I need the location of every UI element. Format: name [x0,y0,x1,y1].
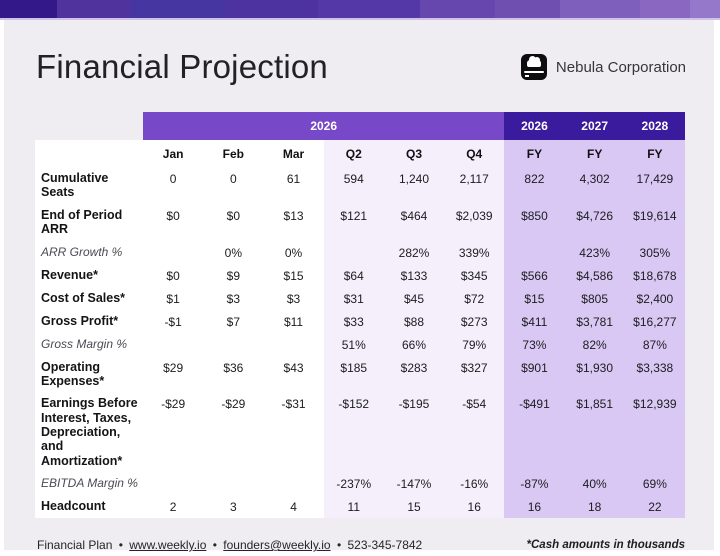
column-header-spacer [35,140,143,167]
cell [143,241,203,264]
footer-link[interactable]: www.weekly.io [129,538,207,553]
cell: 16 [504,495,564,518]
cell: 0% [203,241,263,264]
cell: 11 [324,495,384,518]
cell: $1,851 [565,392,625,472]
cell: 0 [203,167,263,204]
cell: -$29 [143,392,203,472]
cell: $3,781 [565,310,625,333]
brand [521,54,686,80]
column-header: Jan [143,140,203,167]
cell: 0 [143,167,203,204]
cell: $43 [263,356,323,393]
cell: 282% [384,241,444,264]
cell [143,333,203,356]
cell: 87% [625,333,685,356]
cell: $2,039 [444,204,504,241]
band-fy-2027: 2027 [565,112,625,140]
cell: $3 [263,287,323,310]
footer-text: 523-345-7842 [347,538,423,553]
cell: 423% [565,241,625,264]
cell: 18 [565,495,625,518]
decorative-mosaic-banner [0,0,720,18]
cell: 69% [625,472,685,495]
column-header: Mar [263,140,323,167]
column-header: Feb [203,140,263,167]
cell: $31 [324,287,384,310]
band-fy-2028: 2028 [625,112,685,140]
cell [324,241,384,264]
cell: -147% [384,472,444,495]
column-header: FY [504,140,564,167]
cell [263,472,323,495]
cell: $16,277 [625,310,685,333]
cell: -237% [324,472,384,495]
row-label: Operating Expenses* [35,356,143,393]
cell: 594 [324,167,384,204]
cell: $411 [504,310,564,333]
cell [504,241,564,264]
separator-dot: • [333,538,345,553]
footer-link[interactable]: founders@weekly.io [223,538,331,553]
row-label: Earnings Before Interest, Taxes, Depreciation, and Amortization* [35,392,143,472]
cell: $0 [203,204,263,241]
cell: 73% [504,333,564,356]
row-label: Gross Margin % [35,333,143,356]
column-header: Q2 [324,140,384,167]
cell: 339% [444,241,504,264]
company-name: Nebula Corporation [555,58,686,76]
row-label: End of Period ARR [35,204,143,241]
cell [263,333,323,356]
cell: $0 [143,264,203,287]
cell: $3 [203,287,263,310]
column-header: Q3 [384,140,444,167]
cell: $12,939 [625,392,685,472]
cell: $13 [263,204,323,241]
cell: 82% [565,333,625,356]
cell: $33 [324,310,384,333]
cell: $464 [384,204,444,241]
column-header: Q4 [444,140,504,167]
cell: 22 [625,495,685,518]
cell: 3 [203,495,263,518]
cell: $3,338 [625,356,685,393]
cell: $566 [504,264,564,287]
year-band [35,112,685,140]
cell: -16% [444,472,504,495]
footer-left [37,538,422,552]
cell: $9 [203,264,263,287]
cell: 305% [625,241,685,264]
row-label: Gross Profit* [35,310,143,333]
cell: $0 [143,204,203,241]
cell: $901 [504,356,564,393]
projection-table [35,112,685,518]
cell: $64 [324,264,384,287]
cell: -$54 [444,392,504,472]
cell: 4,302 [565,167,625,204]
cell: -$31 [263,392,323,472]
cell [203,472,263,495]
column-header: FY [565,140,625,167]
cell: $121 [324,204,384,241]
cell: 15 [384,495,444,518]
cell: 2,117 [444,167,504,204]
cell: $345 [444,264,504,287]
page-header [4,20,714,86]
footer-text: Financial Plan [37,538,113,553]
cell: $15 [263,264,323,287]
cell: -87% [504,472,564,495]
cell: $133 [384,264,444,287]
cell: $805 [565,287,625,310]
cell: -$152 [324,392,384,472]
cell: $36 [203,356,263,393]
cell: -$1 [143,310,203,333]
cell: $4,726 [565,204,625,241]
cell: $850 [504,204,564,241]
cell: $327 [444,356,504,393]
cell: $273 [444,310,504,333]
cell: 40% [565,472,625,495]
cell: 17,429 [625,167,685,204]
band-spacer [35,112,143,140]
cell: $11 [263,310,323,333]
cell: $88 [384,310,444,333]
cloud-drive-icon [521,54,547,80]
row-label: Cumulative Seats [35,167,143,204]
cell [143,472,203,495]
row-label: Revenue* [35,264,143,287]
cell: $18,678 [625,264,685,287]
row-label: ARR Growth % [35,241,143,264]
cell: 4 [263,495,323,518]
row-label: Cost of Sales* [35,287,143,310]
cell: $29 [143,356,203,393]
cell: -$195 [384,392,444,472]
cell: $15 [504,287,564,310]
cell: 66% [384,333,444,356]
separator-dot: • [115,538,127,553]
cell: 0% [263,241,323,264]
row-label: Headcount [35,495,143,518]
cell: 16 [444,495,504,518]
band-year-2026: 2026 [143,112,504,140]
cell: $4,586 [565,264,625,287]
cell: 79% [444,333,504,356]
cell: $7 [203,310,263,333]
cell: $19,614 [625,204,685,241]
cell: $72 [444,287,504,310]
page-title: Financial Projection [36,48,328,85]
row-label: EBITDA Margin % [35,472,143,495]
cell: 2 [143,495,203,518]
cell: $2,400 [625,287,685,310]
cell: -$491 [504,392,564,472]
cell: -$29 [203,392,263,472]
band-fy-2026: 2026 [504,112,564,140]
cell: $1 [143,287,203,310]
cell [203,333,263,356]
separator-dot: • [209,538,221,553]
cash-amounts-note: *Cash amounts in thousands [526,539,685,552]
cell: 1,240 [384,167,444,204]
cell: $283 [384,356,444,393]
projection-grid [35,140,685,518]
cell: $1,930 [565,356,625,393]
cell: $45 [384,287,444,310]
cell: 51% [324,333,384,356]
column-header: FY [625,140,685,167]
cell: $185 [324,356,384,393]
cell: 822 [504,167,564,204]
document-page [4,20,714,553]
page-footer [37,538,685,552]
cell: 61 [263,167,323,204]
